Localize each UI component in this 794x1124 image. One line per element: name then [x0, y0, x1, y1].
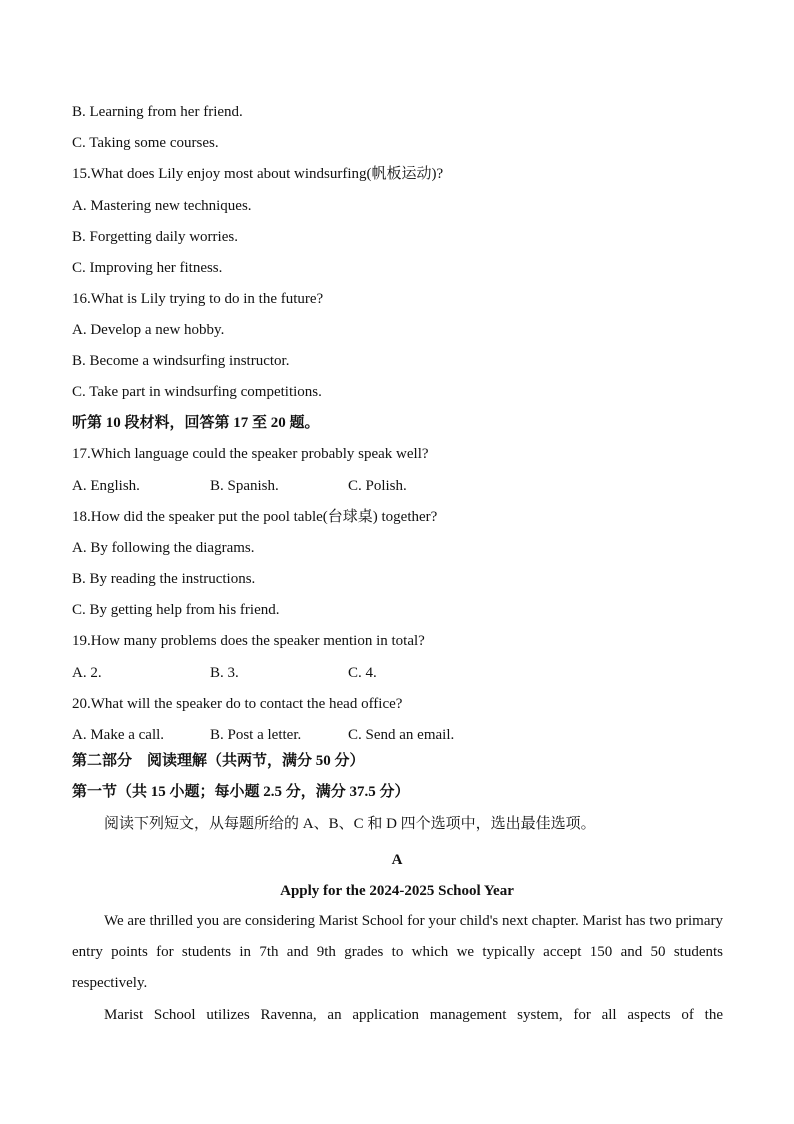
- q17-question: 17.Which language could the speaker probably speak well?: [72, 446, 429, 462]
- q17-option-b: B. Spanish.: [210, 478, 279, 494]
- q19-option-a: A. 2.: [72, 665, 102, 681]
- q18-option-a: A. By following the diagrams.: [72, 540, 255, 556]
- q16-option-c: C. Take part in windsurfing competitions.: [72, 384, 322, 400]
- q17-options: [72, 476, 407, 496]
- section-instruction: 听第 10 段材料，回答第 17 至 20 题。: [72, 415, 320, 431]
- q20-option-b: B. Post a letter.: [210, 727, 302, 743]
- q17-option-c: C. Polish.: [348, 478, 407, 494]
- q17-option-a: A. English.: [72, 478, 140, 494]
- passage-label: A: [391, 852, 403, 868]
- q16-question: 16.What is Lily trying to do in the future?: [72, 291, 324, 307]
- q16-option-a: A. Develop a new hobby.: [72, 322, 225, 338]
- q15-option-b: B. Forgetting daily worries.: [72, 229, 238, 245]
- q19-option-b: B. 3.: [210, 665, 239, 681]
- q15-option-c: C. Improving her fitness.: [72, 260, 223, 276]
- q19-question: 19.How many problems does the speaker mention in total?: [72, 633, 425, 649]
- q16-option-b: B. Become a windsurfing instructor.: [72, 353, 290, 369]
- q14-option-c: C. Taking some courses.: [72, 135, 219, 151]
- q19-option-c: C. 4.: [348, 665, 377, 681]
- q18-option-c: C. By getting help from his friend.: [72, 602, 280, 618]
- q18-option-b: B. By reading the instructions.: [72, 571, 256, 587]
- passage-title: Apply for the 2024-2025 School Year: [280, 883, 514, 899]
- passage-paragraph-1: We are thrilled you are considering Marist School for your child's next chapter. Marist has two primary entry points for students in 7th and 9th grades to which we typically accept 150 and 50 students respectively.: [72, 913, 723, 991]
- q20-option-a: A. Make a call.: [72, 727, 165, 743]
- passage-paragraph-2: Marist School utilizes Ravenna, an application management system, for all aspects of the: [104, 1007, 723, 1023]
- q20-question: 20.What will the speaker do to contact the head office?: [72, 696, 403, 712]
- q20-options: [72, 725, 454, 745]
- q18-question: 18.How did the speaker put the pool table(台球桌) together?: [72, 509, 438, 525]
- q19-options: [72, 663, 377, 683]
- part2-instruction: 阅读下列短文，从每题所给的 A、B、C 和 D 四个选项中，选出最佳选项。: [104, 816, 596, 832]
- q14-option-b: B. Learning from her friend.: [72, 104, 243, 120]
- q15-option-a: A. Mastering new techniques.: [72, 198, 252, 214]
- part2-section1: 第一节（共 15 小题；每小题 2.5 分，满分 37.5 分）: [72, 784, 410, 800]
- part2-heading: 第二部分 阅读理解（共两节，满分 50 分）: [72, 753, 365, 769]
- q20-option-c: C. Send an email.: [348, 727, 455, 743]
- q15-question: 15.What does Lily enjoy most about windsurfing(帆板运动)?: [72, 166, 444, 182]
